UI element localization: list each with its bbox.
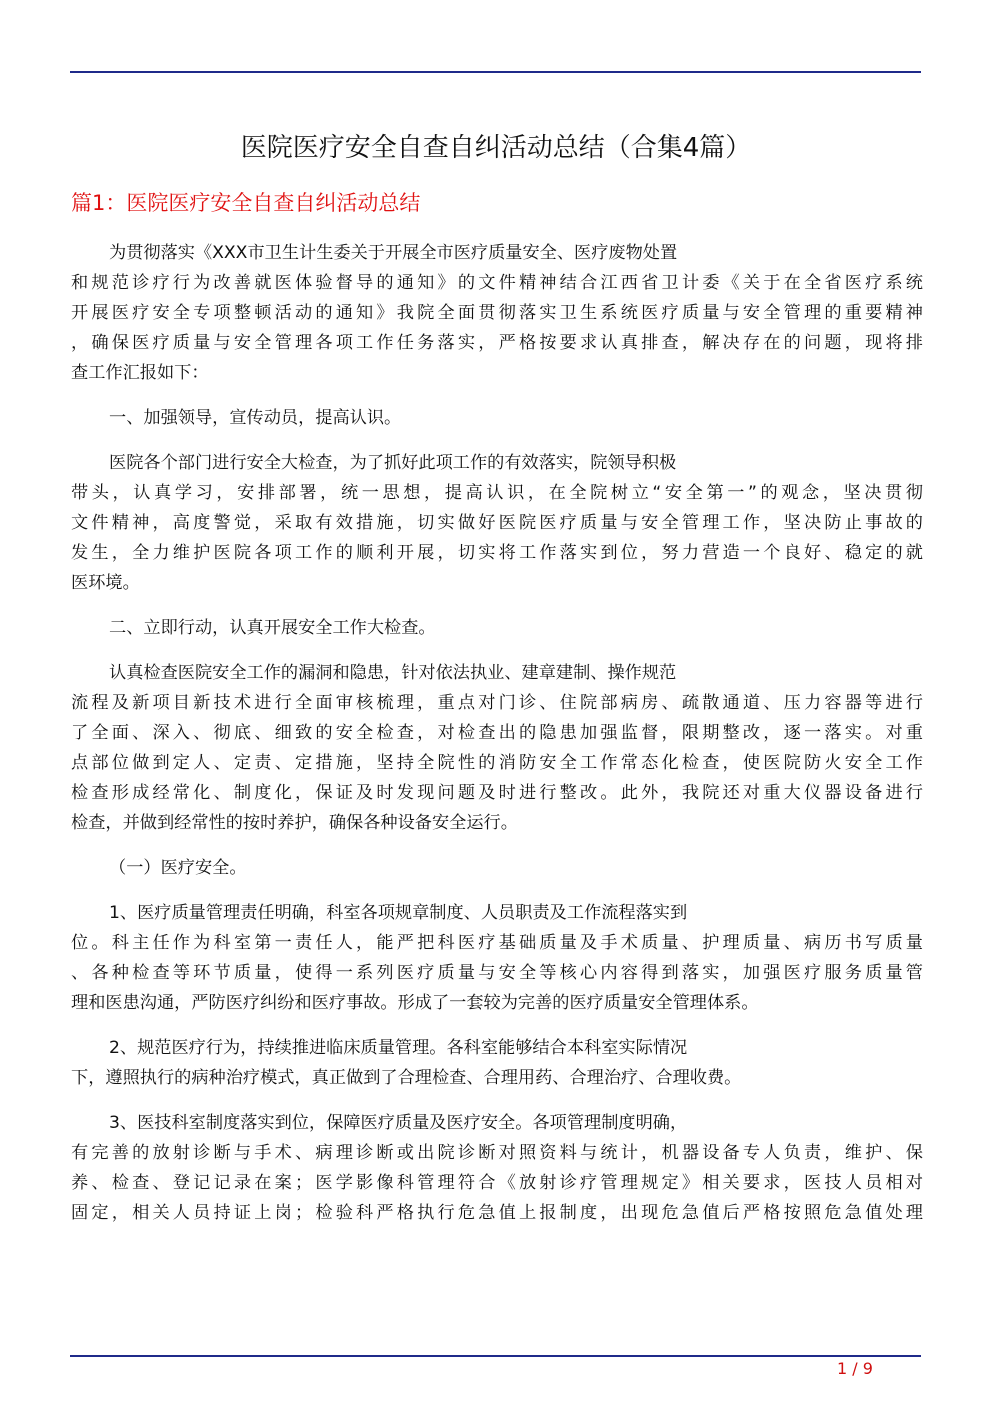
- paragraph-line: 开展医疗安全专项整顿活动的通知》我院全面贯彻落实卫生系统医疗质量与安全管理的重要精神: [71, 303, 923, 323]
- header-rule: [70, 71, 921, 73]
- paragraph-line: 养、检查、登记记录在案；医学影像科管理符合《放射诊疗管理规定》相关要求，医技人员相对: [71, 1173, 923, 1193]
- paragraph-line: 发生，全力维护医院各项工作的顺利开展，切实将工作落实到位，努力营造一个良好、稳定的就: [71, 543, 923, 563]
- paragraph-line: 带头，认真学习，安排部署，统一思想，提高认识，在全院树立“安全第一”的观念，坚决贯彻: [71, 483, 923, 503]
- paragraph: [71, 658, 923, 838]
- paragraph-line: 和规范诊疗行为改善就医体验督导的通知》的文件精神结合江西省卫计委《关于在全省医疗系统: [71, 273, 923, 293]
- paragraph-line: 点部位做到定人、定责、定措施，坚持全院性的消防安全工作常态化检查，使医院防火安全工作: [71, 753, 923, 773]
- paragraph: [71, 1033, 923, 1093]
- section-heading: 篇1：医院医疗安全自查自纠活动总结: [71, 191, 421, 215]
- paragraph-line: ，确保医疗质量与安全管理各项工作任务落实，严格按要求认真排查，解决存在的问题，现将排: [71, 333, 923, 353]
- paragraph-line: 检查，并做到经常性的按时养护，确保各种设备安全运行。: [71, 813, 518, 833]
- paragraph-line: 医环境。: [71, 573, 140, 593]
- paragraph: [71, 448, 923, 598]
- paragraph-line: 了全面、深入、彻底、细致的安全检查，对检查出的隐患加强监督，限期整改，逐一落实。对重: [71, 723, 923, 743]
- paragraph: [71, 898, 923, 1018]
- paragraph-line: 一、加强领导，宣传动员，提高认识。: [109, 408, 402, 428]
- page-number: 1 / 9: [837, 1359, 873, 1378]
- document-body: [71, 238, 923, 1243]
- paragraph: [71, 403, 923, 433]
- paragraph-line: 二、立即行动，认真开展安全工作大检查。: [109, 618, 436, 638]
- paragraph-line: 为贯彻落实《XXX市卫生计生委关于开展全市医疗质量安全、医疗废物处置: [109, 243, 678, 263]
- paragraph-line: 1、医疗质量管理责任明确，科室各项规章制度、人员职责及工作流程落实到: [109, 903, 688, 923]
- paragraph-line: 流程及新项目新技术进行全面审核梳理，重点对门诊、住院部病房、疏散通道、压力容器等进行: [71, 693, 923, 713]
- paragraph-line: 位。科主任作为科室第一责任人，能严把科医疗基础质量及手术质量、护理质量、病历书写质量: [71, 933, 923, 953]
- paragraph: [71, 1108, 923, 1228]
- paragraph: [71, 613, 923, 643]
- paragraph: [71, 238, 923, 388]
- paragraph-line: 下，遵照执行的病种治疗模式，真正做到了合理检查、合理用药、合理治疗、合理收费。: [71, 1068, 742, 1088]
- paragraph-line: 2、规范医疗行为，持续推进临床质量管理。各科室能够结合本科室实际情况: [109, 1038, 688, 1058]
- document-title: 医院医疗安全自查自纠活动总结（合集4篇）: [240, 133, 752, 163]
- footer-rule: [70, 1355, 921, 1357]
- paragraph-line: 认真检查医院安全工作的漏洞和隐患，针对依法执业、建章建制、操作规范: [109, 663, 677, 683]
- paragraph-line: 医院各个部门进行安全大检查，为了抓好此项工作的有效落实，院领导积极: [109, 453, 677, 473]
- paragraph-line: 理和医患沟通，严防医疗纠纷和医疗事故。形成了一套较为完善的医疗质量安全管理体系。: [71, 993, 759, 1013]
- paragraph-line: 3、医技科室制度落实到位，保障医疗质量及医疗安全。各项管理制度明确，: [109, 1113, 688, 1133]
- paragraph: [71, 853, 923, 883]
- paragraph-line: 查工作汇报如下：: [71, 363, 209, 383]
- paragraph-line: 检查形成经常化、制度化，保证及时发现问题及时进行整改。此外，我院还对重大仪器设备进行: [71, 783, 923, 803]
- paragraph-line: （一）医疗安全。: [109, 858, 247, 878]
- paragraph-line: 、各种检查等环节质量，使得一系列医疗质量与安全等核心内容得到落实，加强医疗服务质量管: [71, 963, 923, 983]
- paragraph-line: 固定，相关人员持证上岗；检验科严格执行危急值上报制度，出现危急值后严格按照危急值处理: [71, 1203, 923, 1223]
- paragraph-line: 有完善的放射诊断与手术、病理诊断或出院诊断对照资料与统计，机器设备专人负责，维护、保: [71, 1143, 923, 1163]
- paragraph-line: 文件精神，高度警觉，采取有效措施，切实做好医院医疗质量与安全管理工作，坚决防止事故的: [71, 513, 923, 533]
